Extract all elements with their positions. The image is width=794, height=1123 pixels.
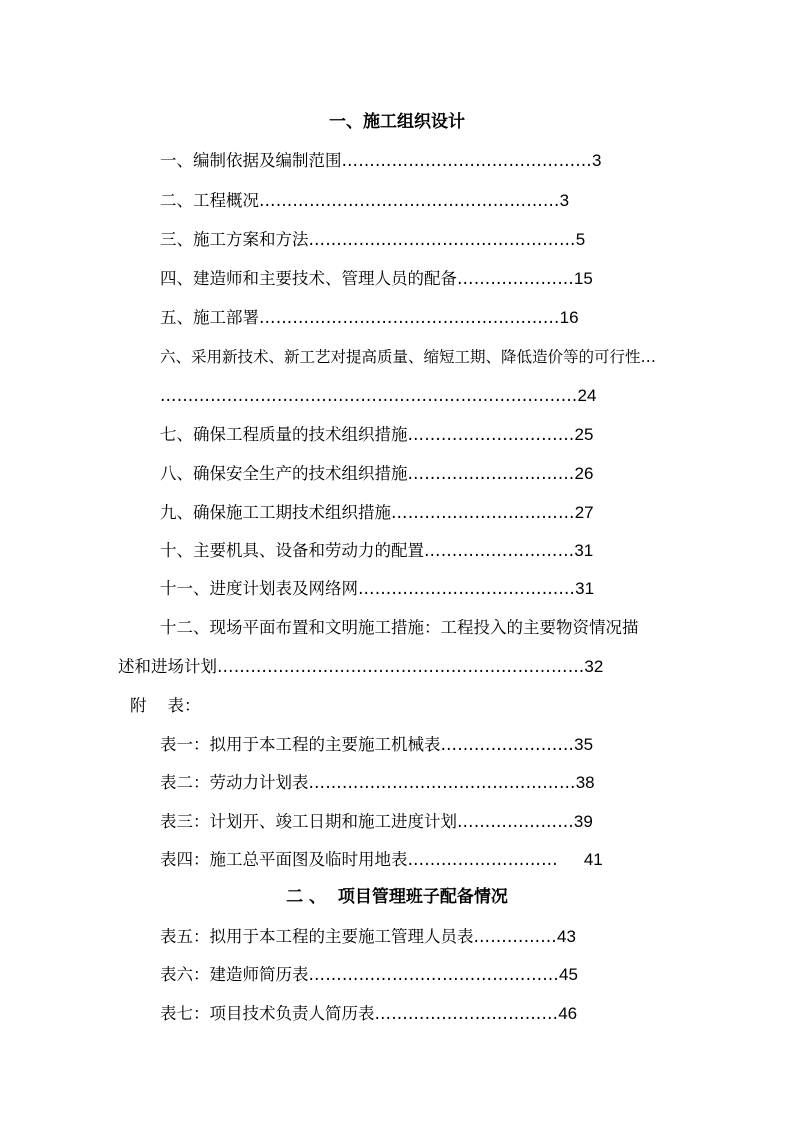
toc-entry-leader: ………………………………………… (308, 230, 576, 249)
section-2-entry (160, 964, 578, 986)
section-2-entry (160, 1003, 577, 1025)
toc-entry-leader: ……………………………………… (308, 965, 559, 984)
toc-entry (160, 463, 593, 485)
toc-entry-text: 十、主要机具、设备和劳动力的配置 (160, 541, 424, 560)
toc-entry-leader: ………………… (457, 269, 574, 288)
toc-entry-page: 25 (574, 425, 594, 444)
toc-entry-text: 述和进场计划 (118, 657, 217, 676)
toc-entry-page: 24 (577, 386, 597, 405)
toc-entry-page: 41 (583, 850, 603, 869)
toc-entry-leader: ………………………… (407, 464, 575, 483)
toc-entry-leader: ………………………………………………………… (217, 657, 585, 676)
toc-entry-text: 表五：拟用于本工程的主要施工管理人员表 (160, 927, 474, 946)
toc-entry-text: 表三：计划开、竣工日期和施工进度计划 (160, 812, 457, 831)
toc-entry-leader: ………………………… (407, 425, 575, 444)
toc-entry-page: 45 (559, 965, 578, 984)
section-2-entry (160, 926, 576, 948)
toc-entry-page: 31 (575, 579, 595, 598)
toc-entry-page: 46 (558, 1004, 578, 1023)
toc-entry-leader: ………………………………… (358, 579, 576, 598)
toc-entry-continuation (118, 656, 603, 678)
toc-entry-leader: ………………………………………… (308, 773, 576, 792)
toc-entry (160, 578, 594, 600)
toc-entry (160, 424, 593, 446)
toc-entry-continuation (160, 385, 596, 407)
toc-entry (160, 346, 656, 368)
toc-entry-text: 表一：拟用于本工程的主要施工机械表 (160, 735, 441, 754)
toc-entry-page: 15 (573, 269, 593, 288)
toc-entry-text: 八、确保安全生产的技术组织措施 (160, 464, 408, 483)
toc-entry-page: 31 (574, 541, 594, 560)
toc-entry-page: 38 (575, 773, 595, 792)
section-2-title-text: 二 、 项目管理班子配备情况 (286, 887, 508, 907)
toc-entry-leader: …………………… (440, 735, 575, 754)
toc-entry-leader: …………………………… (374, 1004, 559, 1023)
toc-entry-text: 七、确保工程质量的技术组织措施 (160, 425, 408, 444)
toc-entry (160, 190, 569, 212)
toc-entry-text: 十一、进度计划表及网络网 (160, 579, 358, 598)
toc-entry-page: 26 (574, 464, 594, 483)
toc-entry-page: 39 (573, 812, 593, 831)
toc-entry (160, 150, 601, 172)
toc-entry-leader: …………………………… (391, 503, 575, 522)
toc-entry (160, 229, 585, 251)
toc-entry-text: 二、工程概况 (160, 191, 259, 210)
toc-entry (160, 307, 579, 329)
toc-entry-page: 16 (559, 308, 579, 327)
toc-entry-text: 五、施工部署 (160, 308, 259, 327)
toc-entry-leader: ………………………………………………………………… (160, 386, 578, 405)
toc-entry (160, 502, 594, 524)
toc-entry-text: 表六：建造师简历表 (160, 965, 309, 984)
toc-entry-leader: ……………………… (407, 850, 558, 869)
toc-entry-text: 九、确保施工工期技术组织措施 (160, 503, 391, 522)
toc-entry-leader: … (640, 348, 657, 366)
appendix-entry (160, 811, 593, 833)
section-1-title: 一、施工组织设计 (329, 112, 465, 132)
toc-entry-leader: ……………………………………………… (259, 308, 560, 327)
toc-entry-text: 表七：项目技术负责人简历表 (160, 1004, 375, 1023)
toc-entry-page: 27 (574, 503, 594, 522)
toc-entry-page: 3 (592, 151, 602, 170)
toc-entry-page: 35 (574, 735, 594, 754)
toc-entry-text: 十二、现场平面布置和文明施工措施：工程投入的主要物资情况描 (160, 618, 639, 637)
toc-entry-text: 表四：施工总平面图及临时用地表 (160, 850, 408, 869)
toc-entry-page: 5 (575, 230, 586, 249)
toc-entry (160, 540, 593, 562)
toc-entry-page: 32 (584, 657, 604, 676)
appendix-entry (160, 849, 603, 871)
toc-entry-leader: ……………………… (424, 541, 575, 560)
toc-entry (160, 268, 593, 290)
toc-entry-page: 3 (559, 191, 570, 210)
section-2-title (0, 886, 794, 908)
toc-entry-leader: ……………………………………… (341, 151, 592, 170)
toc-entry-leader: ……………………………………………… (259, 191, 560, 210)
toc-entry-text: 表二：劳动力计划表 (160, 773, 309, 792)
appendix-label: 附 表： (130, 696, 201, 715)
toc-entry-text: 一、编制依据及编制范围 (160, 151, 342, 170)
toc-entry-text: 六、采用新技术、新工艺对提高质量、缩短工期、降低造价等的可行性 (160, 348, 641, 366)
appendix-entry (160, 772, 595, 794)
toc-entry-page: 43 (557, 927, 576, 946)
toc-entry (160, 617, 639, 639)
appendix-entry (160, 734, 593, 756)
toc-entry-leader: …………… (473, 927, 557, 946)
toc-entry-text: 三、施工方案和方法 (160, 230, 309, 249)
toc-entry-leader: ………………… (457, 812, 574, 831)
toc-entry-text: 四、建造师和主要技术、管理人员的配备 (160, 269, 457, 288)
